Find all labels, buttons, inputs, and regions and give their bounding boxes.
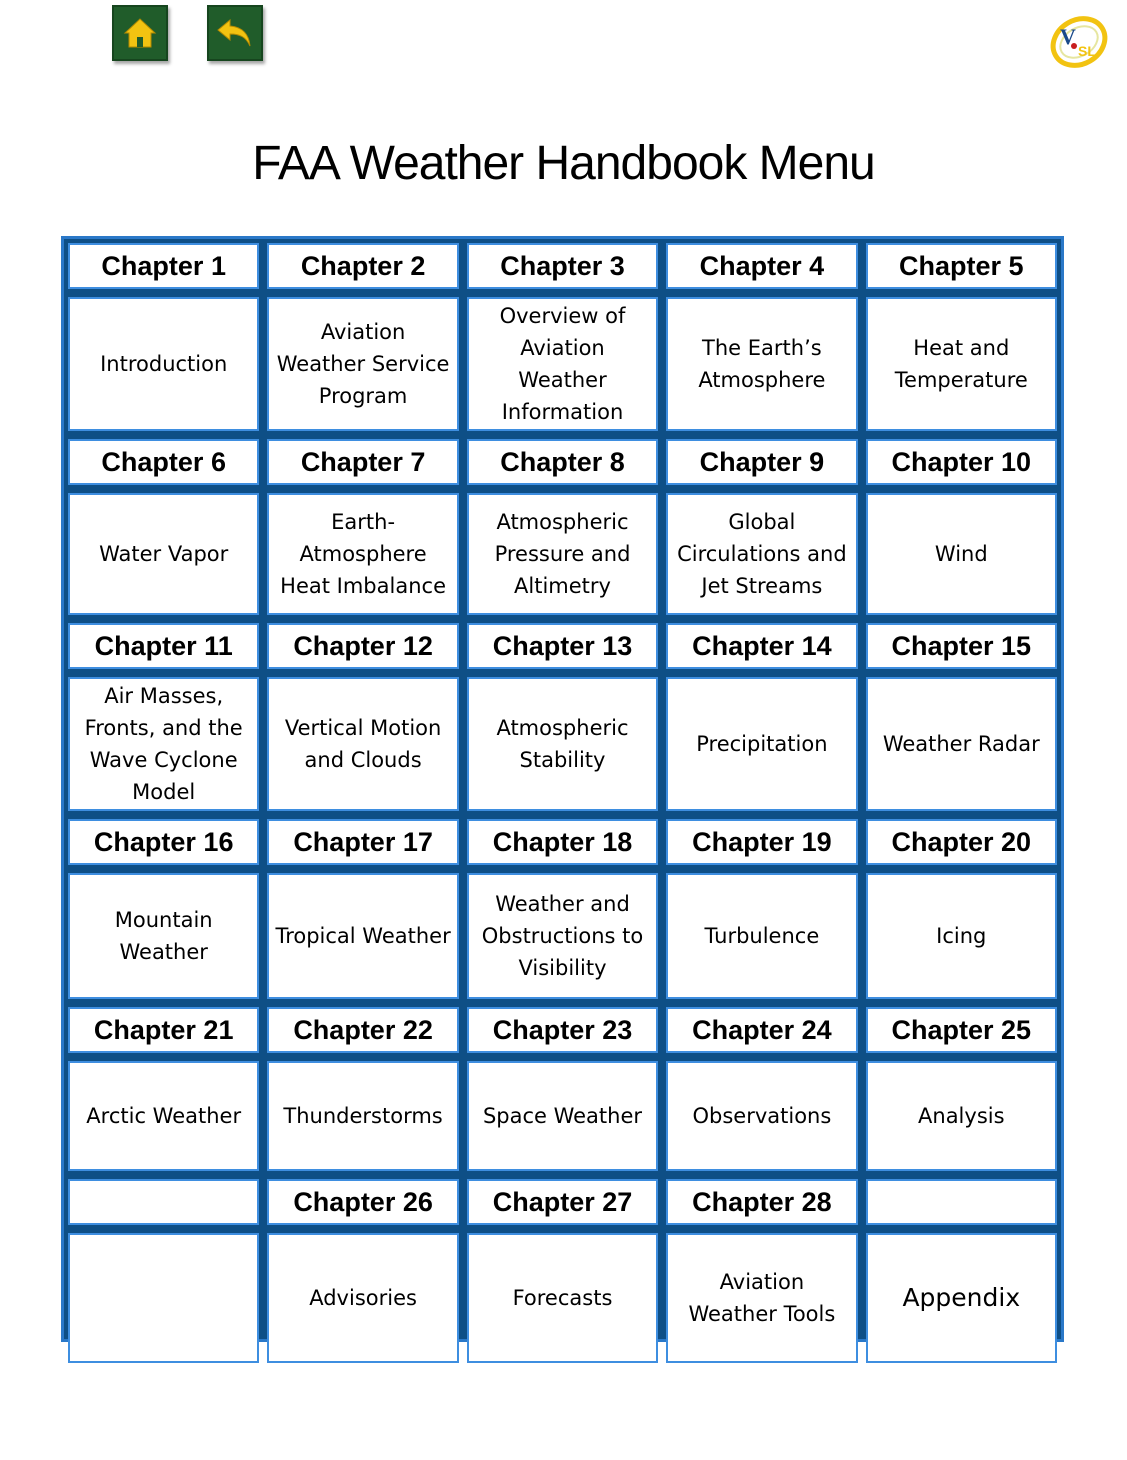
chapter-topic-link[interactable]: Turbulence <box>666 873 857 999</box>
chapter-topic-link[interactable]: Observations <box>666 1061 857 1171</box>
chapter-header[interactable]: Chapter 1 <box>68 243 259 289</box>
chapter-topic-link[interactable]: Introduction <box>68 297 259 431</box>
chapter-header[interactable]: Chapter 2 <box>267 243 458 289</box>
chapter-header[interactable]: Chapter 6 <box>68 439 259 485</box>
chapter-topic-link[interactable]: The Earth’s Atmosphere <box>666 297 857 431</box>
chapter-header[interactable]: Chapter 10 <box>866 439 1057 485</box>
chapter-topic-link[interactable]: Precipitation <box>666 677 857 811</box>
chapter-topic-link[interactable]: Air Masses, Fronts, and the Wave Cyclone Model <box>68 677 259 811</box>
chapter-header[interactable]: Chapter 20 <box>866 819 1057 865</box>
chapter-topic-link[interactable]: Atmospheric Stability <box>467 677 658 811</box>
chapter-topic-link[interactable]: Thunderstorms <box>267 1061 458 1171</box>
chapter-header[interactable]: Chapter 5 <box>866 243 1057 289</box>
chapter-header[interactable]: Chapter 23 <box>467 1007 658 1053</box>
chapter-header[interactable]: Chapter 25 <box>866 1007 1057 1053</box>
svg-text:V: V <box>1060 24 1076 49</box>
chapter-header[interactable]: Chapter 9 <box>666 439 857 485</box>
empty-topic-cell <box>68 1233 259 1363</box>
home-button[interactable] <box>112 5 168 61</box>
home-icon <box>123 17 157 49</box>
chapter-topic-link[interactable]: Weather Radar <box>866 677 1057 811</box>
chapter-topic-link[interactable]: Aviation Weather Tools <box>666 1233 857 1363</box>
chapter-topic-link[interactable]: Appendix <box>866 1233 1057 1363</box>
chapter-header[interactable]: Chapter 14 <box>666 623 857 669</box>
chapter-header[interactable]: Chapter 16 <box>68 819 259 865</box>
chapter-header[interactable]: Chapter 22 <box>267 1007 458 1053</box>
chapter-header[interactable]: Chapter 4 <box>666 243 857 289</box>
chapter-topic-link[interactable]: Earth-Atmosphere Heat Imbalance <box>267 493 458 615</box>
chapter-header[interactable]: Chapter 24 <box>666 1007 857 1053</box>
chapter-topic-link[interactable]: Arctic Weather <box>68 1061 259 1171</box>
chapter-header[interactable]: Chapter 7 <box>267 439 458 485</box>
chapter-topic-link[interactable]: Analysis <box>866 1061 1057 1171</box>
chapter-topic-link[interactable]: Forecasts <box>467 1233 658 1363</box>
chapter-header[interactable]: Chapter 8 <box>467 439 658 485</box>
chapter-header[interactable]: Chapter 3 <box>467 243 658 289</box>
chapter-header[interactable]: Chapter 18 <box>467 819 658 865</box>
chapter-header[interactable]: Chapter 12 <box>267 623 458 669</box>
chapter-topic-link[interactable]: Vertical Motion and Clouds <box>267 677 458 811</box>
chapter-header[interactable]: Chapter 13 <box>467 623 658 669</box>
chapter-topic-link[interactable]: Overview of Aviation Weather Information <box>467 297 658 431</box>
chapter-header[interactable]: Chapter 17 <box>267 819 458 865</box>
chapter-topic-link[interactable]: Water Vapor <box>68 493 259 615</box>
chapter-header[interactable]: Chapter 21 <box>68 1007 259 1053</box>
chapter-header[interactable]: Chapter 28 <box>666 1179 857 1225</box>
chapter-topic-link[interactable]: Advisories <box>267 1233 458 1363</box>
vsl-logo <box>1046 10 1112 76</box>
chapter-topic-link[interactable]: Heat and Temperature <box>866 297 1057 431</box>
chapter-topic-link[interactable]: Mountain Weather <box>68 873 259 999</box>
empty-header-cell <box>68 1179 259 1225</box>
chapter-topic-link[interactable]: Weather and Obstructions to Visibility <box>467 873 658 999</box>
chapter-header[interactable]: Chapter 15 <box>866 623 1057 669</box>
back-arrow-icon <box>216 16 254 50</box>
page-title: FAA Weather Handbook Menu <box>252 137 875 190</box>
chapter-topic-link[interactable]: Wind <box>866 493 1057 615</box>
chapter-menu-grid <box>61 236 1064 1342</box>
chapter-header[interactable]: Chapter 19 <box>666 819 857 865</box>
chapter-topic-link[interactable]: Tropical Weather <box>267 873 458 999</box>
chapter-topic-link[interactable]: Icing <box>866 873 1057 999</box>
chapter-header[interactable]: Chapter 26 <box>267 1179 458 1225</box>
chapter-topic-link[interactable]: Space Weather <box>467 1061 658 1171</box>
chapter-topic-link[interactable]: Global Circulations and Jet Streams <box>666 493 857 615</box>
empty-header-cell <box>866 1179 1057 1225</box>
chapter-topic-link[interactable]: Aviation Weather Service Program <box>267 297 458 431</box>
svg-text:SL: SL <box>1078 43 1096 59</box>
back-button[interactable] <box>207 5 263 61</box>
chapter-header[interactable]: Chapter 27 <box>467 1179 658 1225</box>
chapter-header[interactable]: Chapter 11 <box>68 623 259 669</box>
chapter-topic-link[interactable]: Atmospheric Pressure and Altimetry <box>467 493 658 615</box>
